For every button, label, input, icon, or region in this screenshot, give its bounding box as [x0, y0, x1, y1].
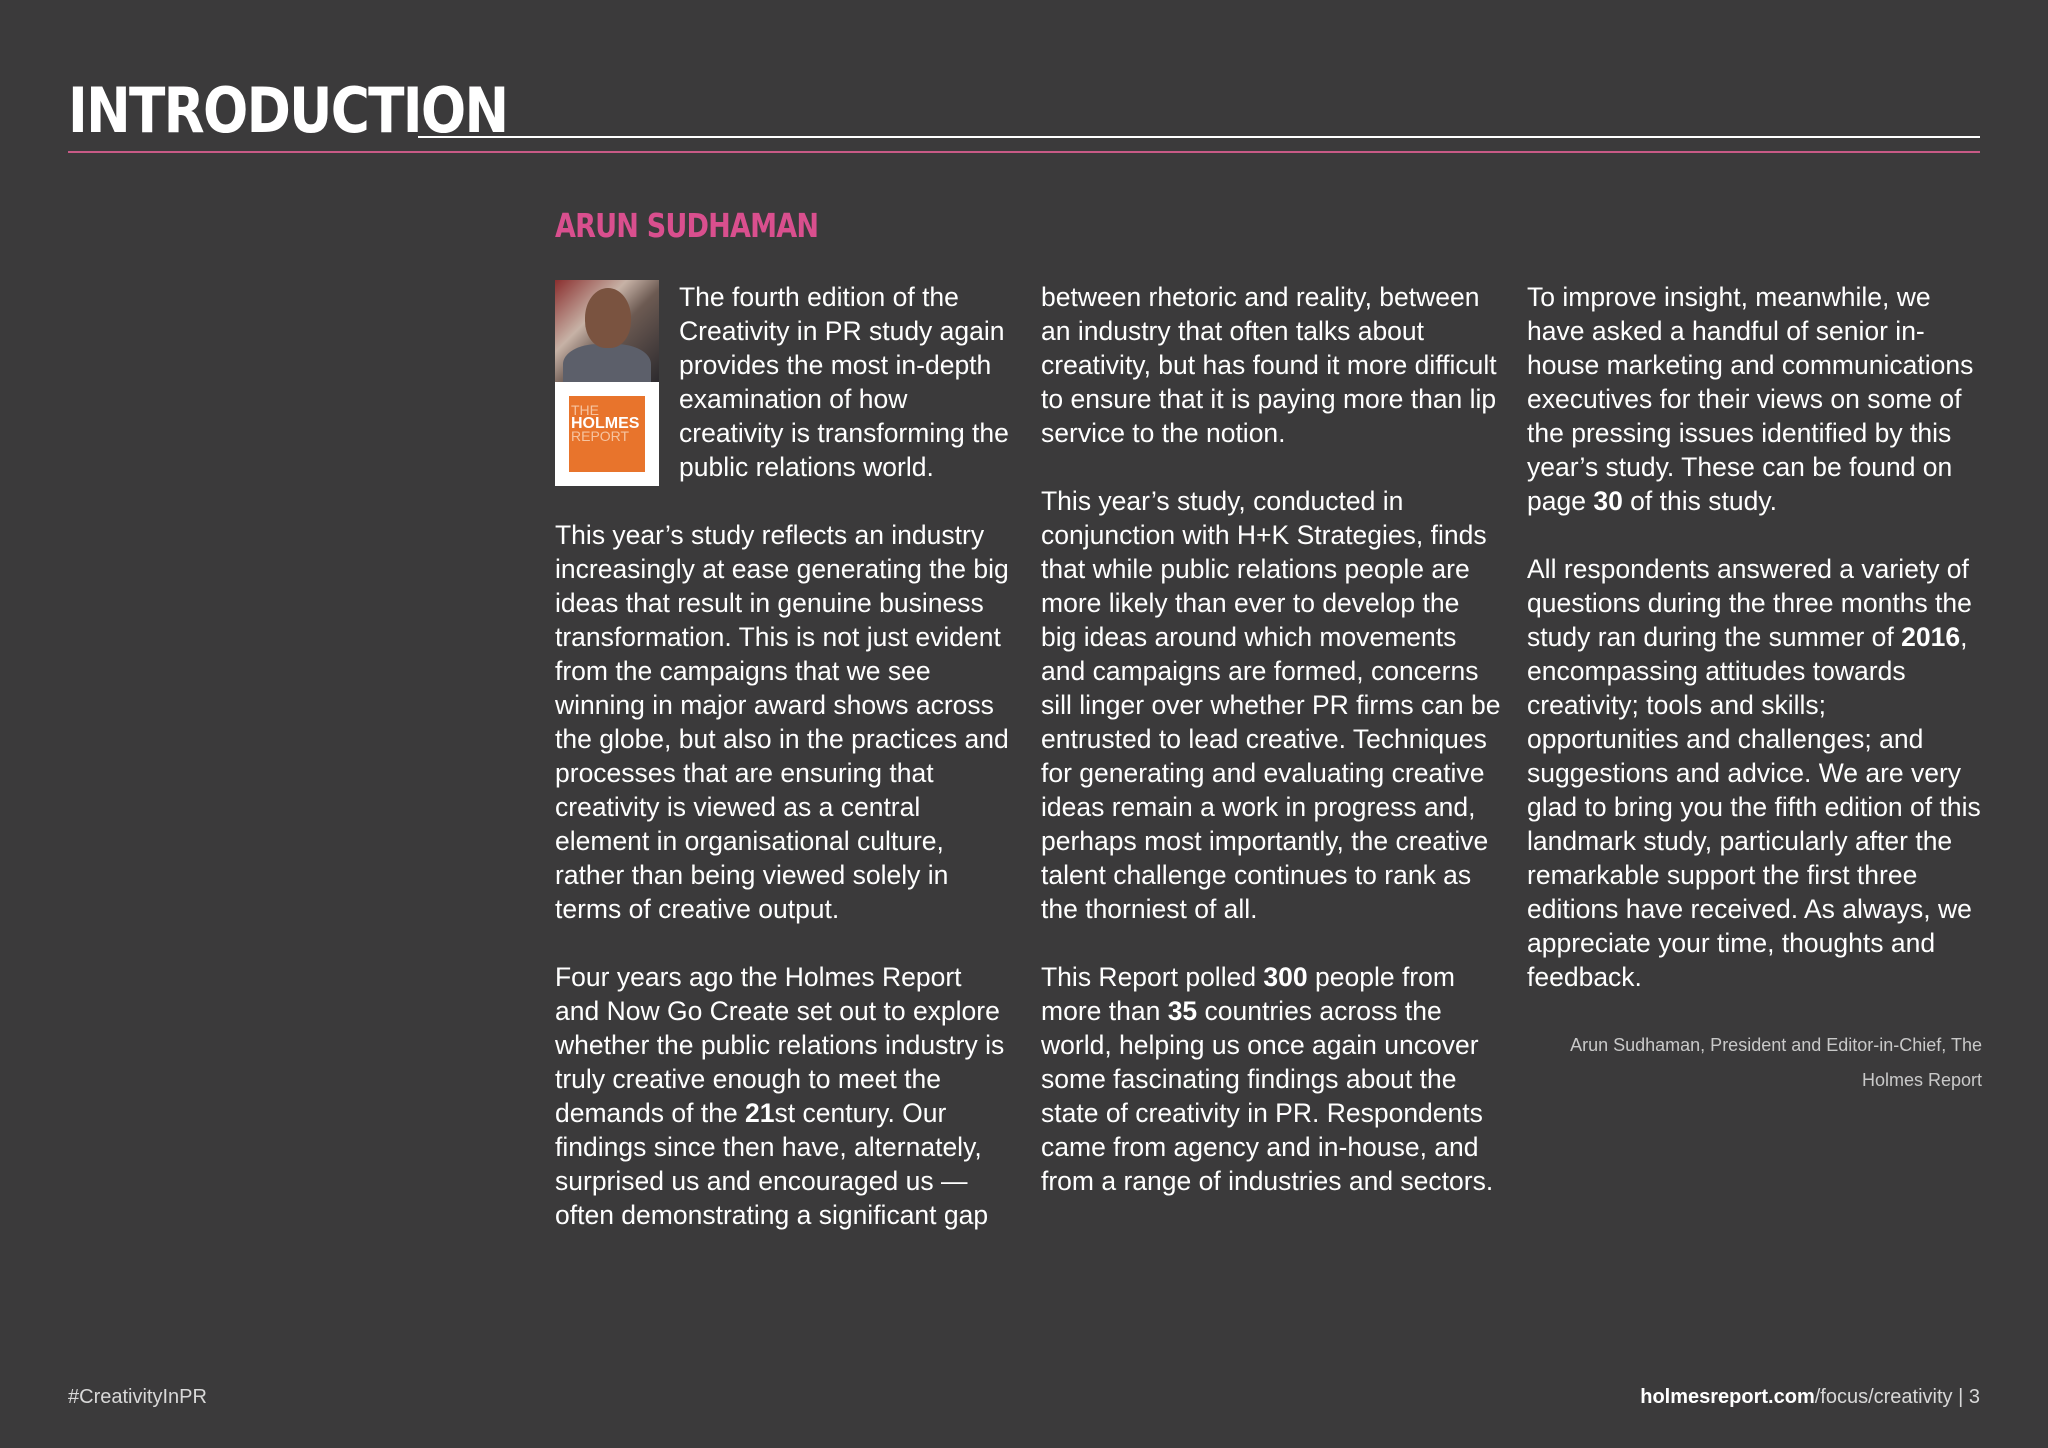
author-photo	[555, 280, 659, 382]
footer-site: holmesreport.com/focus/creativity | 3	[1640, 1386, 1980, 1408]
holmes-report-logo: THE HOLMES REPORT	[569, 396, 645, 472]
paragraph: This year’s study reflects an industry increasingly at ease generating the big ideas that result in genuine business transformation. This is not just evident from the campaigns that we see winning in major award shows across the globe, but also in the practices and processes that are ensuring that creativity is viewed as a central element in organisational culture, rather than being viewed solely in terms of creative output.	[555, 520, 1009, 924]
page-number: 3	[1968, 1386, 1980, 1408]
author-photo-with-logo	[555, 280, 659, 486]
paragraph: To improve insight, meanwhile, we have asked a handful of senior in-house marketing and communications executives for their views on some of the pressing issues identified by this year’s study. These can be found on page 30 of this study.	[1527, 282, 1974, 516]
paragraph: This Report polled 300 people from more than 35 countries across the world, helping us once again uncover some fascinating findings about the state of creativity in PR. Respondents came from agency and in-house, and from a range of industries and sectors.	[1041, 962, 1494, 1196]
author-name: ARUN SUDHAMAN	[555, 206, 819, 245]
text-column-3	[1527, 280, 1982, 1098]
title-rule	[418, 136, 1980, 138]
site-link[interactable]: holmesreport.com	[1640, 1386, 1815, 1408]
text-column-2	[1041, 280, 1501, 1198]
page-title: INTRODUCTION	[68, 74, 508, 147]
paragraph: The fourth edition of the Creativity in PR study again provides the most in-depth examination of how creativity is transforming the public relations world.	[679, 282, 1009, 482]
text-column-1	[555, 280, 1010, 1232]
paragraph: This year’s study, conducted in conjunction with H+K Strategies, finds that while public relations people are more likely than ever to develop the big ideas around which movements and campaigns are formed, concerns sill linger over whether PR firms can be entrusted to lead creative. Techniques for generating and evaluating creative ideas remain a work in progress and, perhaps most importantly, the creative talent challenge continues to rank as the thorniest of all.	[1041, 486, 1501, 924]
accent-rule	[68, 151, 1980, 153]
footer-hashtag: #CreativityInPR	[68, 1386, 207, 1408]
paragraph: Four years ago the Holmes Report and Now Go Create set out to explore whether the public relations industry is truly creative enough to meet the demands of the 21st century. Our findings since then have, alternately, surprised us and encouraged us — often demonstrating a significant gap	[555, 962, 1005, 1230]
paragraph: between rhetoric and reality, between an industry that often talks about creativity, but has found it more difficult to ensure that it is paying more than lip service to the notion.	[1041, 282, 1497, 448]
author-signoff: Arun Sudhaman, President and Editor-in-Chief, The Holmes Report	[1570, 1035, 1982, 1090]
paragraph: All respondents answered a variety of questions during the three months the study ran during the summer of 2016, encompassing attitudes towards creativity; tools and skills; opportunities and challenges; and suggestions and advice. We are very glad to bring you the fifth edition of this landmark study, particularly after the remarkable support the first three editions have received. As always, we appreciate your time, thoughts and feedback.	[1527, 554, 1981, 992]
